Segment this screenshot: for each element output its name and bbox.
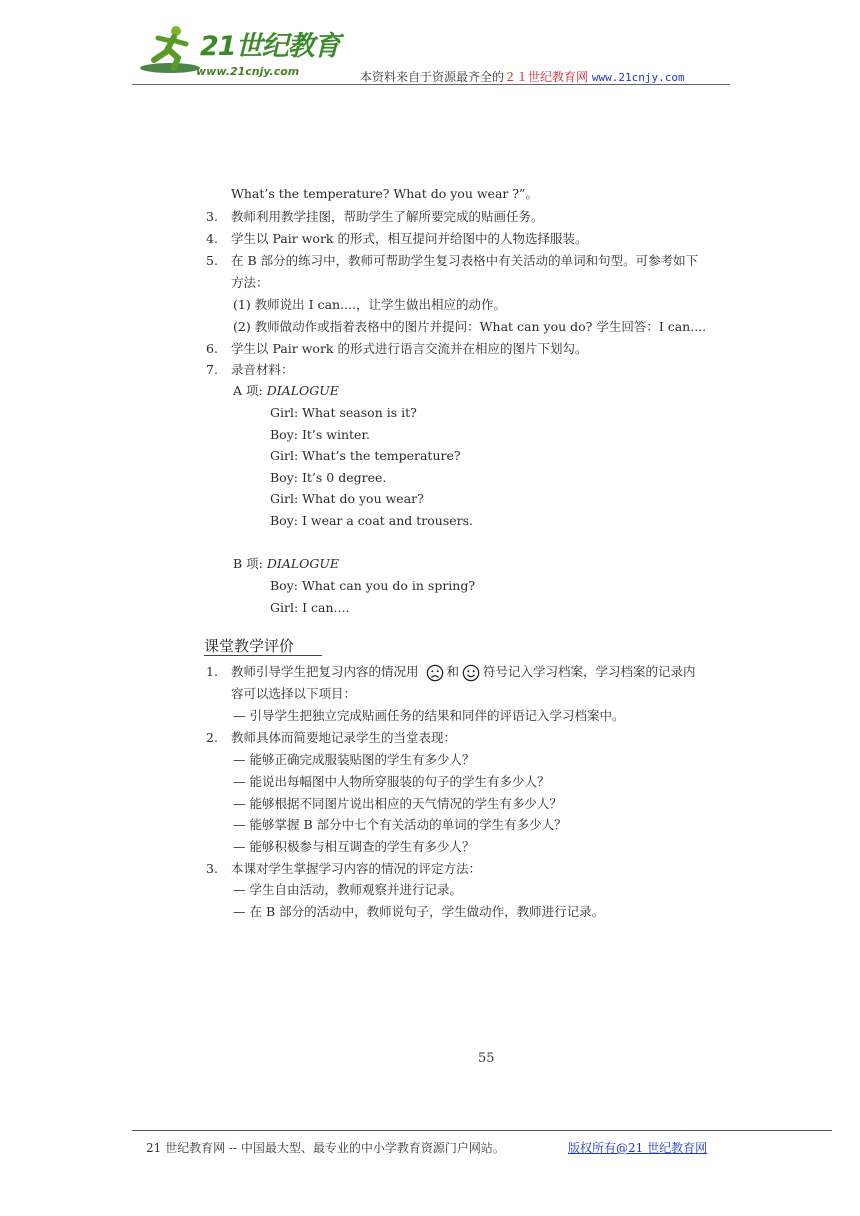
eval-2-dash-item: — 能够根据不同图片说出相应的天气情况的学生有多少人？ bbox=[233, 796, 562, 811]
dialogue-a-title: DIALOGUE bbox=[266, 383, 339, 398]
item-3-text: 教师利用教学挂图，帮助学生了解所要完成的贴画任务。 bbox=[231, 209, 544, 224]
dialogue-line: Boy: It’s winter. bbox=[270, 427, 371, 442]
eval-3-dash-item: — 在 B 部分的活动中，教师说句子，学生做动作，教师进行记录。 bbox=[233, 904, 605, 919]
item-6-number: 6. bbox=[206, 341, 218, 356]
eval-2-dash-item: — 能够积极参与相互调查的学生有多少人？ bbox=[233, 839, 475, 854]
item-5-number: 5. bbox=[206, 253, 218, 268]
eval-3-number: 3. bbox=[206, 861, 218, 876]
evaluation-heading: 课堂教学评价 bbox=[204, 637, 295, 655]
site-logo[interactable] bbox=[138, 18, 338, 82]
eval-2-dash-item: — 能说出每幅图中人物所穿服装的句子的学生有多少人？ bbox=[233, 774, 550, 789]
logo-name: 21世纪教育 bbox=[200, 31, 340, 62]
item-3-number: 3. bbox=[206, 209, 218, 224]
item-7-text: 录音材料： bbox=[231, 362, 294, 377]
dialogue-line: Boy: What can you do in spring? bbox=[270, 578, 476, 593]
continued-line: What’s the temperature? What do you wear ?”。 bbox=[231, 186, 538, 201]
footer-text: 21 世纪教育网 -- 中国最大型、最专业的中小学教育资源门户网站。 bbox=[146, 1141, 505, 1155]
eval-1-text-cont: 容可以选择以下项目： bbox=[231, 686, 357, 701]
footer-divider bbox=[132, 1130, 832, 1131]
dialogue-b-heading bbox=[233, 556, 339, 572]
dialogue-line: Boy: It’s 0 degree. bbox=[270, 470, 387, 485]
dialogue-a-label: A 项: bbox=[233, 383, 263, 398]
eval-1-text-mid: 和 bbox=[446, 664, 460, 679]
item-4-text: 学生以 Pair work 的形式，相互提问并给图中的人物选择服装。 bbox=[231, 231, 588, 246]
page-number: 55 bbox=[478, 1051, 495, 1066]
eval-1-number: 1. bbox=[206, 664, 218, 679]
eval-1-text bbox=[231, 662, 696, 682]
evaluation-heading-underline bbox=[204, 655, 322, 656]
eval-2-dash-item: — 能够掌握 B 部分中七个有关活动的单词的学生有多少人？ bbox=[233, 817, 567, 832]
logo-url: www.21cnjy.com bbox=[196, 65, 300, 78]
dialogue-line: Girl: I can.... bbox=[270, 600, 350, 615]
item-6-text: 学生以 Pair work 的形式进行语言交流并在相应的图片下划勾。 bbox=[231, 341, 588, 356]
tagline-prefix: 本资料来自于资源最齐全的 bbox=[360, 70, 505, 84]
dialogue-line: Girl: What’s the temperature? bbox=[270, 448, 461, 463]
dialogue-line: Girl: What season is it? bbox=[270, 405, 417, 420]
item-5-sub-1: (1) 教师说出 I can....，让学生做出相应的动作。 bbox=[233, 297, 506, 312]
dialogue-a-heading bbox=[233, 383, 339, 399]
item-5-text: 在 B 部分的练习中，教师可帮助学生复习表格中有关活动的单词和句型。可参考如下 bbox=[231, 253, 699, 268]
header-divider bbox=[132, 84, 730, 85]
dialogue-line: Boy: I wear a coat and trousers. bbox=[270, 513, 473, 528]
eval-2-text: 教师具体而简要地记录学生的当堂表现： bbox=[231, 730, 457, 745]
dialogue-b-label: B 项: bbox=[233, 556, 263, 571]
footer-copyright-link[interactable]: 版权所有@21 世纪教育网 bbox=[568, 1141, 708, 1155]
sad-face-icon bbox=[426, 664, 444, 682]
eval-1-text-post: 符号记入学习档案，学习档案的记录内 bbox=[483, 664, 696, 679]
tagline-url-link[interactable]: www.21cnjy.com bbox=[591, 71, 685, 84]
smiley-face-icon bbox=[462, 664, 480, 682]
dialogue-line: Girl: What do you wear? bbox=[270, 491, 424, 506]
eval-1-dash-item: — 引导学生把独立完成贴画任务的结果和同伴的评语记入学习档案中。 bbox=[233, 708, 625, 723]
dialogue-b-title: DIALOGUE bbox=[266, 556, 340, 571]
item-7-number: 7. bbox=[206, 362, 218, 377]
item-5-sub-2: (2) 教师做动作或指着表格中的图片并提问：What can you do? 学生回答：I can.... bbox=[233, 319, 707, 334]
eval-3-dash-item: — 学生自由活动，教师观察并进行记录。 bbox=[233, 882, 462, 897]
eval-1-text-pre: 教师引导学生把复习内容的情况用 bbox=[231, 664, 419, 679]
header-tagline bbox=[360, 68, 685, 85]
eval-3-text: 本课对学生掌握学习内容的情况的评定方法： bbox=[231, 861, 482, 876]
eval-2-dash-item: — 能够正确完成服装贴图的学生有多少人？ bbox=[233, 752, 475, 767]
item-5-text-cont: 方法： bbox=[231, 275, 269, 290]
tagline-brand-link[interactable]: ２１世纪教育网 bbox=[504, 70, 589, 84]
page-header bbox=[0, 0, 860, 90]
item-4-number: 4. bbox=[206, 231, 218, 246]
eval-2-number: 2. bbox=[206, 730, 218, 745]
